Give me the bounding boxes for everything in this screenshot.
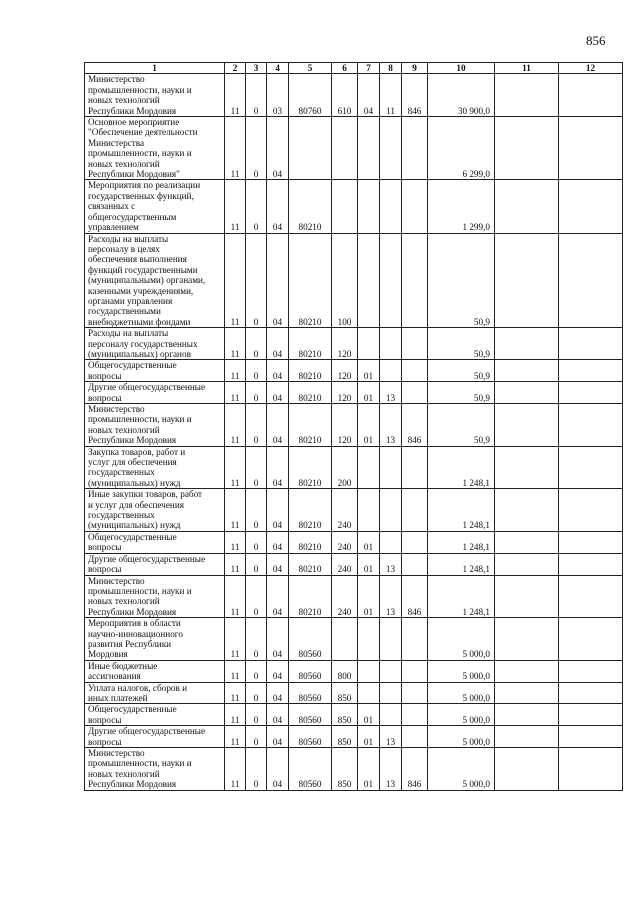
row-name-cell: Расходы на выплаты персоналу в целях обеспечения выполнения функций государственными (муниципальными) органами, казенными учреждениями, органами управления государственными внебюджетными фондами: [85, 233, 225, 328]
subchapter-cell: [380, 117, 402, 180]
column-11-cell: [495, 328, 559, 360]
amount-cell: 5 000,0: [428, 618, 495, 661]
column-12-cell: [559, 682, 623, 704]
subchapter-cell: [380, 328, 402, 360]
table-row: [85, 117, 623, 180]
column-header: 8: [380, 63, 402, 74]
section-cell: 11: [225, 531, 246, 553]
subsection-cell: 0: [246, 618, 267, 661]
department-cell: 846: [402, 74, 428, 117]
amount-cell: 30 900,0: [428, 74, 495, 117]
section-cell: 11: [225, 117, 246, 180]
section-cell: 11: [225, 489, 246, 532]
subchapter-cell: [380, 233, 402, 328]
expense-type-cell: [332, 117, 358, 180]
program-cell: 04: [267, 446, 289, 489]
subchapter-cell: [380, 618, 402, 661]
table-row: [85, 404, 623, 447]
target-item-cell: 80210: [289, 446, 332, 489]
table-row: [85, 748, 623, 791]
chapter-cell: 01: [358, 404, 380, 447]
expense-type-cell: 240: [332, 553, 358, 575]
department-cell: [402, 553, 428, 575]
chapter-cell: 01: [358, 531, 380, 553]
budget-table: [84, 62, 623, 791]
department-cell: [402, 531, 428, 553]
column-11-cell: [495, 74, 559, 117]
expense-type-cell: 850: [332, 748, 358, 791]
expense-type-cell: 120: [332, 328, 358, 360]
column-12-cell: [559, 748, 623, 791]
column-11-cell: [495, 575, 559, 618]
column-11-cell: [495, 117, 559, 180]
section-cell: 11: [225, 575, 246, 618]
section-cell: 11: [225, 404, 246, 447]
table-row: [85, 74, 623, 117]
chapter-cell: [358, 682, 380, 704]
column-12-cell: [559, 180, 623, 233]
column-11-cell: [495, 748, 559, 791]
chapter-cell: [358, 618, 380, 661]
subsection-cell: 0: [246, 328, 267, 360]
row-name-cell: Основное мероприятие "Обеспечение деятельности Министерства промышленности, науки и новых технологий Республики Мордовия": [85, 117, 225, 180]
chapter-cell: [358, 446, 380, 489]
target-item-cell: 80210: [289, 575, 332, 618]
column-header: 2: [225, 63, 246, 74]
amount-cell: 50,9: [428, 328, 495, 360]
department-cell: [402, 233, 428, 328]
department-cell: [402, 660, 428, 682]
table-row: [85, 682, 623, 704]
column-12-cell: [559, 446, 623, 489]
subsection-cell: 0: [246, 404, 267, 447]
expense-type-cell: 610: [332, 74, 358, 117]
column-12-cell: [559, 726, 623, 748]
amount-cell: 1 248,1: [428, 489, 495, 532]
column-12-cell: [559, 660, 623, 682]
subsection-cell: 0: [246, 682, 267, 704]
table-row: [85, 446, 623, 489]
amount-cell: 50,9: [428, 382, 495, 404]
amount-cell: 6 299,0: [428, 117, 495, 180]
row-name-cell: Министерство промышленности, науки и новых технологий Республики Мордовия: [85, 74, 225, 117]
subsection-cell: 0: [246, 233, 267, 328]
section-cell: 11: [225, 328, 246, 360]
section-cell: 11: [225, 553, 246, 575]
column-header: 4: [267, 63, 289, 74]
column-12-cell: [559, 360, 623, 382]
table-row: [85, 704, 623, 726]
program-cell: 04: [267, 180, 289, 233]
subchapter-cell: 13: [380, 726, 402, 748]
target-item-cell: 80560: [289, 748, 332, 791]
program-cell: 04: [267, 382, 289, 404]
column-11-cell: [495, 553, 559, 575]
chapter-cell: [358, 117, 380, 180]
column-11-cell: [495, 489, 559, 532]
row-name-cell: Другие общегосударственные вопросы: [85, 726, 225, 748]
row-name-cell: Другие общегосударственные вопросы: [85, 553, 225, 575]
row-name-cell: Иные бюджетные ассигнования: [85, 660, 225, 682]
subsection-cell: 0: [246, 74, 267, 117]
chapter-cell: 01: [358, 748, 380, 791]
expense-type-cell: 200: [332, 446, 358, 489]
subchapter-cell: [380, 180, 402, 233]
target-item-cell: [289, 117, 332, 180]
section-cell: 11: [225, 233, 246, 328]
chapter-cell: 04: [358, 74, 380, 117]
section-cell: 11: [225, 682, 246, 704]
subsection-cell: 0: [246, 180, 267, 233]
target-item-cell: 80560: [289, 682, 332, 704]
program-cell: 04: [267, 489, 289, 532]
row-name-cell: Другие общегосударственные вопросы: [85, 382, 225, 404]
program-cell: 04: [267, 726, 289, 748]
table-row: [85, 180, 623, 233]
row-name-cell: Общегосударственные вопросы: [85, 531, 225, 553]
program-cell: 04: [267, 682, 289, 704]
subsection-cell: 0: [246, 360, 267, 382]
chapter-cell: [358, 233, 380, 328]
target-item-cell: 80210: [289, 328, 332, 360]
program-cell: 04: [267, 660, 289, 682]
department-cell: [402, 489, 428, 532]
column-header: 1: [85, 63, 225, 74]
section-cell: 11: [225, 660, 246, 682]
page-number: 856: [586, 33, 606, 48]
amount-cell: 1 248,1: [428, 531, 495, 553]
target-item-cell: 80210: [289, 233, 332, 328]
table-row: [85, 575, 623, 618]
column-header: 5: [289, 63, 332, 74]
amount-cell: 1 299,0: [428, 180, 495, 233]
column-12-cell: [559, 328, 623, 360]
column-12-cell: [559, 382, 623, 404]
row-name-cell: Общегосударственные вопросы: [85, 704, 225, 726]
column-11-cell: [495, 360, 559, 382]
subsection-cell: 0: [246, 748, 267, 791]
target-item-cell: 80210: [289, 382, 332, 404]
column-11-cell: [495, 382, 559, 404]
expense-type-cell: 120: [332, 360, 358, 382]
department-cell: [402, 618, 428, 661]
column-12-cell: [559, 618, 623, 661]
subsection-cell: 0: [246, 446, 267, 489]
column-header: 12: [559, 63, 623, 74]
subsection-cell: 0: [246, 726, 267, 748]
subsection-cell: 0: [246, 660, 267, 682]
column-header: 10: [428, 63, 495, 74]
row-name-cell: Иные закупки товаров, работ и услуг для обеспечения государственных (муниципальных) нужд: [85, 489, 225, 532]
section-cell: 11: [225, 748, 246, 791]
department-cell: 846: [402, 748, 428, 791]
section-cell: 11: [225, 360, 246, 382]
amount-cell: 50,9: [428, 233, 495, 328]
program-cell: 04: [267, 117, 289, 180]
program-cell: 04: [267, 328, 289, 360]
subchapter-cell: [380, 682, 402, 704]
subsection-cell: 0: [246, 553, 267, 575]
amount-cell: 1 248,1: [428, 575, 495, 618]
program-cell: 04: [267, 618, 289, 661]
subchapter-cell: [380, 360, 402, 382]
target-item-cell: 80210: [289, 404, 332, 447]
expense-type-cell: 120: [332, 404, 358, 447]
program-cell: 03: [267, 74, 289, 117]
column-header: 3: [246, 63, 267, 74]
section-cell: 11: [225, 704, 246, 726]
subsection-cell: 0: [246, 704, 267, 726]
table-row: [85, 489, 623, 532]
table-row: [85, 726, 623, 748]
department-cell: [402, 682, 428, 704]
target-item-cell: 80560: [289, 704, 332, 726]
target-item-cell: 80210: [289, 531, 332, 553]
department-cell: [402, 328, 428, 360]
amount-cell: 50,9: [428, 404, 495, 447]
chapter-cell: 01: [358, 726, 380, 748]
amount-cell: 1 248,1: [428, 553, 495, 575]
row-name-cell: Мероприятия по реализации государственных функций, связанных с общегосударственным управлением: [85, 180, 225, 233]
program-cell: 04: [267, 553, 289, 575]
amount-cell: 5 000,0: [428, 748, 495, 791]
department-cell: [402, 726, 428, 748]
table-row: [85, 553, 623, 575]
subsection-cell: 0: [246, 531, 267, 553]
amount-cell: 1 248,1: [428, 446, 495, 489]
amount-cell: 5 000,0: [428, 682, 495, 704]
program-cell: 04: [267, 404, 289, 447]
subsection-cell: 0: [246, 382, 267, 404]
department-cell: [402, 382, 428, 404]
target-item-cell: 80560: [289, 660, 332, 682]
expense-type-cell: 800: [332, 660, 358, 682]
target-item-cell: 80760: [289, 74, 332, 117]
header-row: [85, 63, 623, 74]
column-12-cell: [559, 233, 623, 328]
section-cell: 11: [225, 618, 246, 661]
column-11-cell: [495, 233, 559, 328]
target-item-cell: 80210: [289, 553, 332, 575]
row-name-cell: Общегосударственные вопросы: [85, 360, 225, 382]
program-cell: 04: [267, 360, 289, 382]
column-11-cell: [495, 726, 559, 748]
subchapter-cell: 13: [380, 404, 402, 447]
subchapter-cell: [380, 660, 402, 682]
column-12-cell: [559, 74, 623, 117]
department-cell: [402, 360, 428, 382]
department-cell: [402, 117, 428, 180]
column-11-cell: [495, 404, 559, 447]
row-name-cell: Министерство промышленности, науки и новых технологий Республики Мордовия: [85, 404, 225, 447]
table-row: [85, 618, 623, 661]
row-name-cell: Закупка товаров, работ и услуг для обеспечения государственных (муниципальных) нужд: [85, 446, 225, 489]
expense-type-cell: 850: [332, 726, 358, 748]
table-row: [85, 382, 623, 404]
department-cell: [402, 704, 428, 726]
program-cell: 04: [267, 233, 289, 328]
column-11-cell: [495, 180, 559, 233]
expense-type-cell: 240: [332, 489, 358, 532]
program-cell: 04: [267, 704, 289, 726]
target-item-cell: 80210: [289, 489, 332, 532]
expense-type-cell: 850: [332, 682, 358, 704]
target-item-cell: 80210: [289, 180, 332, 233]
expense-type-cell: [332, 180, 358, 233]
expense-type-cell: 240: [332, 531, 358, 553]
column-12-cell: [559, 704, 623, 726]
amount-cell: 5 000,0: [428, 726, 495, 748]
amount-cell: 5 000,0: [428, 704, 495, 726]
table-row: [85, 660, 623, 682]
column-header: 7: [358, 63, 380, 74]
chapter-cell: [358, 328, 380, 360]
expense-type-cell: [332, 618, 358, 661]
row-name-cell: Уплата налогов, сборов и иных платежей: [85, 682, 225, 704]
column-11-cell: [495, 446, 559, 489]
column-12-cell: [559, 553, 623, 575]
chapter-cell: [358, 489, 380, 532]
amount-cell: 50,9: [428, 360, 495, 382]
department-cell: 846: [402, 575, 428, 618]
column-11-cell: [495, 682, 559, 704]
column-header: 11: [495, 63, 559, 74]
section-cell: 11: [225, 446, 246, 489]
column-11-cell: [495, 618, 559, 661]
amount-cell: 5 000,0: [428, 660, 495, 682]
column-11-cell: [495, 704, 559, 726]
subchapter-cell: [380, 489, 402, 532]
column-12-cell: [559, 117, 623, 180]
column-header: 6: [332, 63, 358, 74]
column-12-cell: [559, 489, 623, 532]
column-12-cell: [559, 404, 623, 447]
section-cell: 11: [225, 74, 246, 117]
row-name-cell: Министерство промышленности, науки и новых технологий Республики Мордовия: [85, 575, 225, 618]
expense-type-cell: 100: [332, 233, 358, 328]
subchapter-cell: [380, 704, 402, 726]
column-11-cell: [495, 660, 559, 682]
subchapter-cell: 13: [380, 382, 402, 404]
department-cell: 846: [402, 404, 428, 447]
expense-type-cell: 240: [332, 575, 358, 618]
chapter-cell: 01: [358, 360, 380, 382]
section-cell: 11: [225, 726, 246, 748]
column-12-cell: [559, 575, 623, 618]
subchapter-cell: 13: [380, 553, 402, 575]
table-row: [85, 233, 623, 328]
program-cell: 04: [267, 575, 289, 618]
subsection-cell: 0: [246, 489, 267, 532]
program-cell: 04: [267, 531, 289, 553]
column-12-cell: [559, 531, 623, 553]
table-row: [85, 531, 623, 553]
chapter-cell: 01: [358, 704, 380, 726]
table-row: [85, 328, 623, 360]
expense-type-cell: 120: [332, 382, 358, 404]
section-cell: 11: [225, 382, 246, 404]
row-name-cell: Мероприятия в области научно-инновационного развития Республики Мордовия: [85, 618, 225, 661]
subchapter-cell: 13: [380, 748, 402, 791]
department-cell: [402, 446, 428, 489]
row-name-cell: Расходы на выплаты персоналу государственных (муниципальных) органов: [85, 328, 225, 360]
expense-type-cell: 850: [332, 704, 358, 726]
chapter-cell: [358, 180, 380, 233]
subchapter-cell: 13: [380, 575, 402, 618]
table-body: [85, 74, 623, 790]
subchapter-cell: 11: [380, 74, 402, 117]
column-header: 9: [402, 63, 428, 74]
column-11-cell: [495, 531, 559, 553]
department-cell: [402, 180, 428, 233]
program-cell: 04: [267, 748, 289, 791]
chapter-cell: 01: [358, 382, 380, 404]
row-name-cell: Министерство промышленности, науки и новых технологий Республики Мордовия: [85, 748, 225, 791]
section-cell: 11: [225, 180, 246, 233]
table-row: [85, 360, 623, 382]
target-item-cell: 80560: [289, 726, 332, 748]
subsection-cell: 0: [246, 117, 267, 180]
chapter-cell: [358, 660, 380, 682]
chapter-cell: 01: [358, 553, 380, 575]
subsection-cell: 0: [246, 575, 267, 618]
subchapter-cell: [380, 531, 402, 553]
subchapter-cell: [380, 446, 402, 489]
chapter-cell: 01: [358, 575, 380, 618]
target-item-cell: 80210: [289, 360, 332, 382]
target-item-cell: 80560: [289, 618, 332, 661]
